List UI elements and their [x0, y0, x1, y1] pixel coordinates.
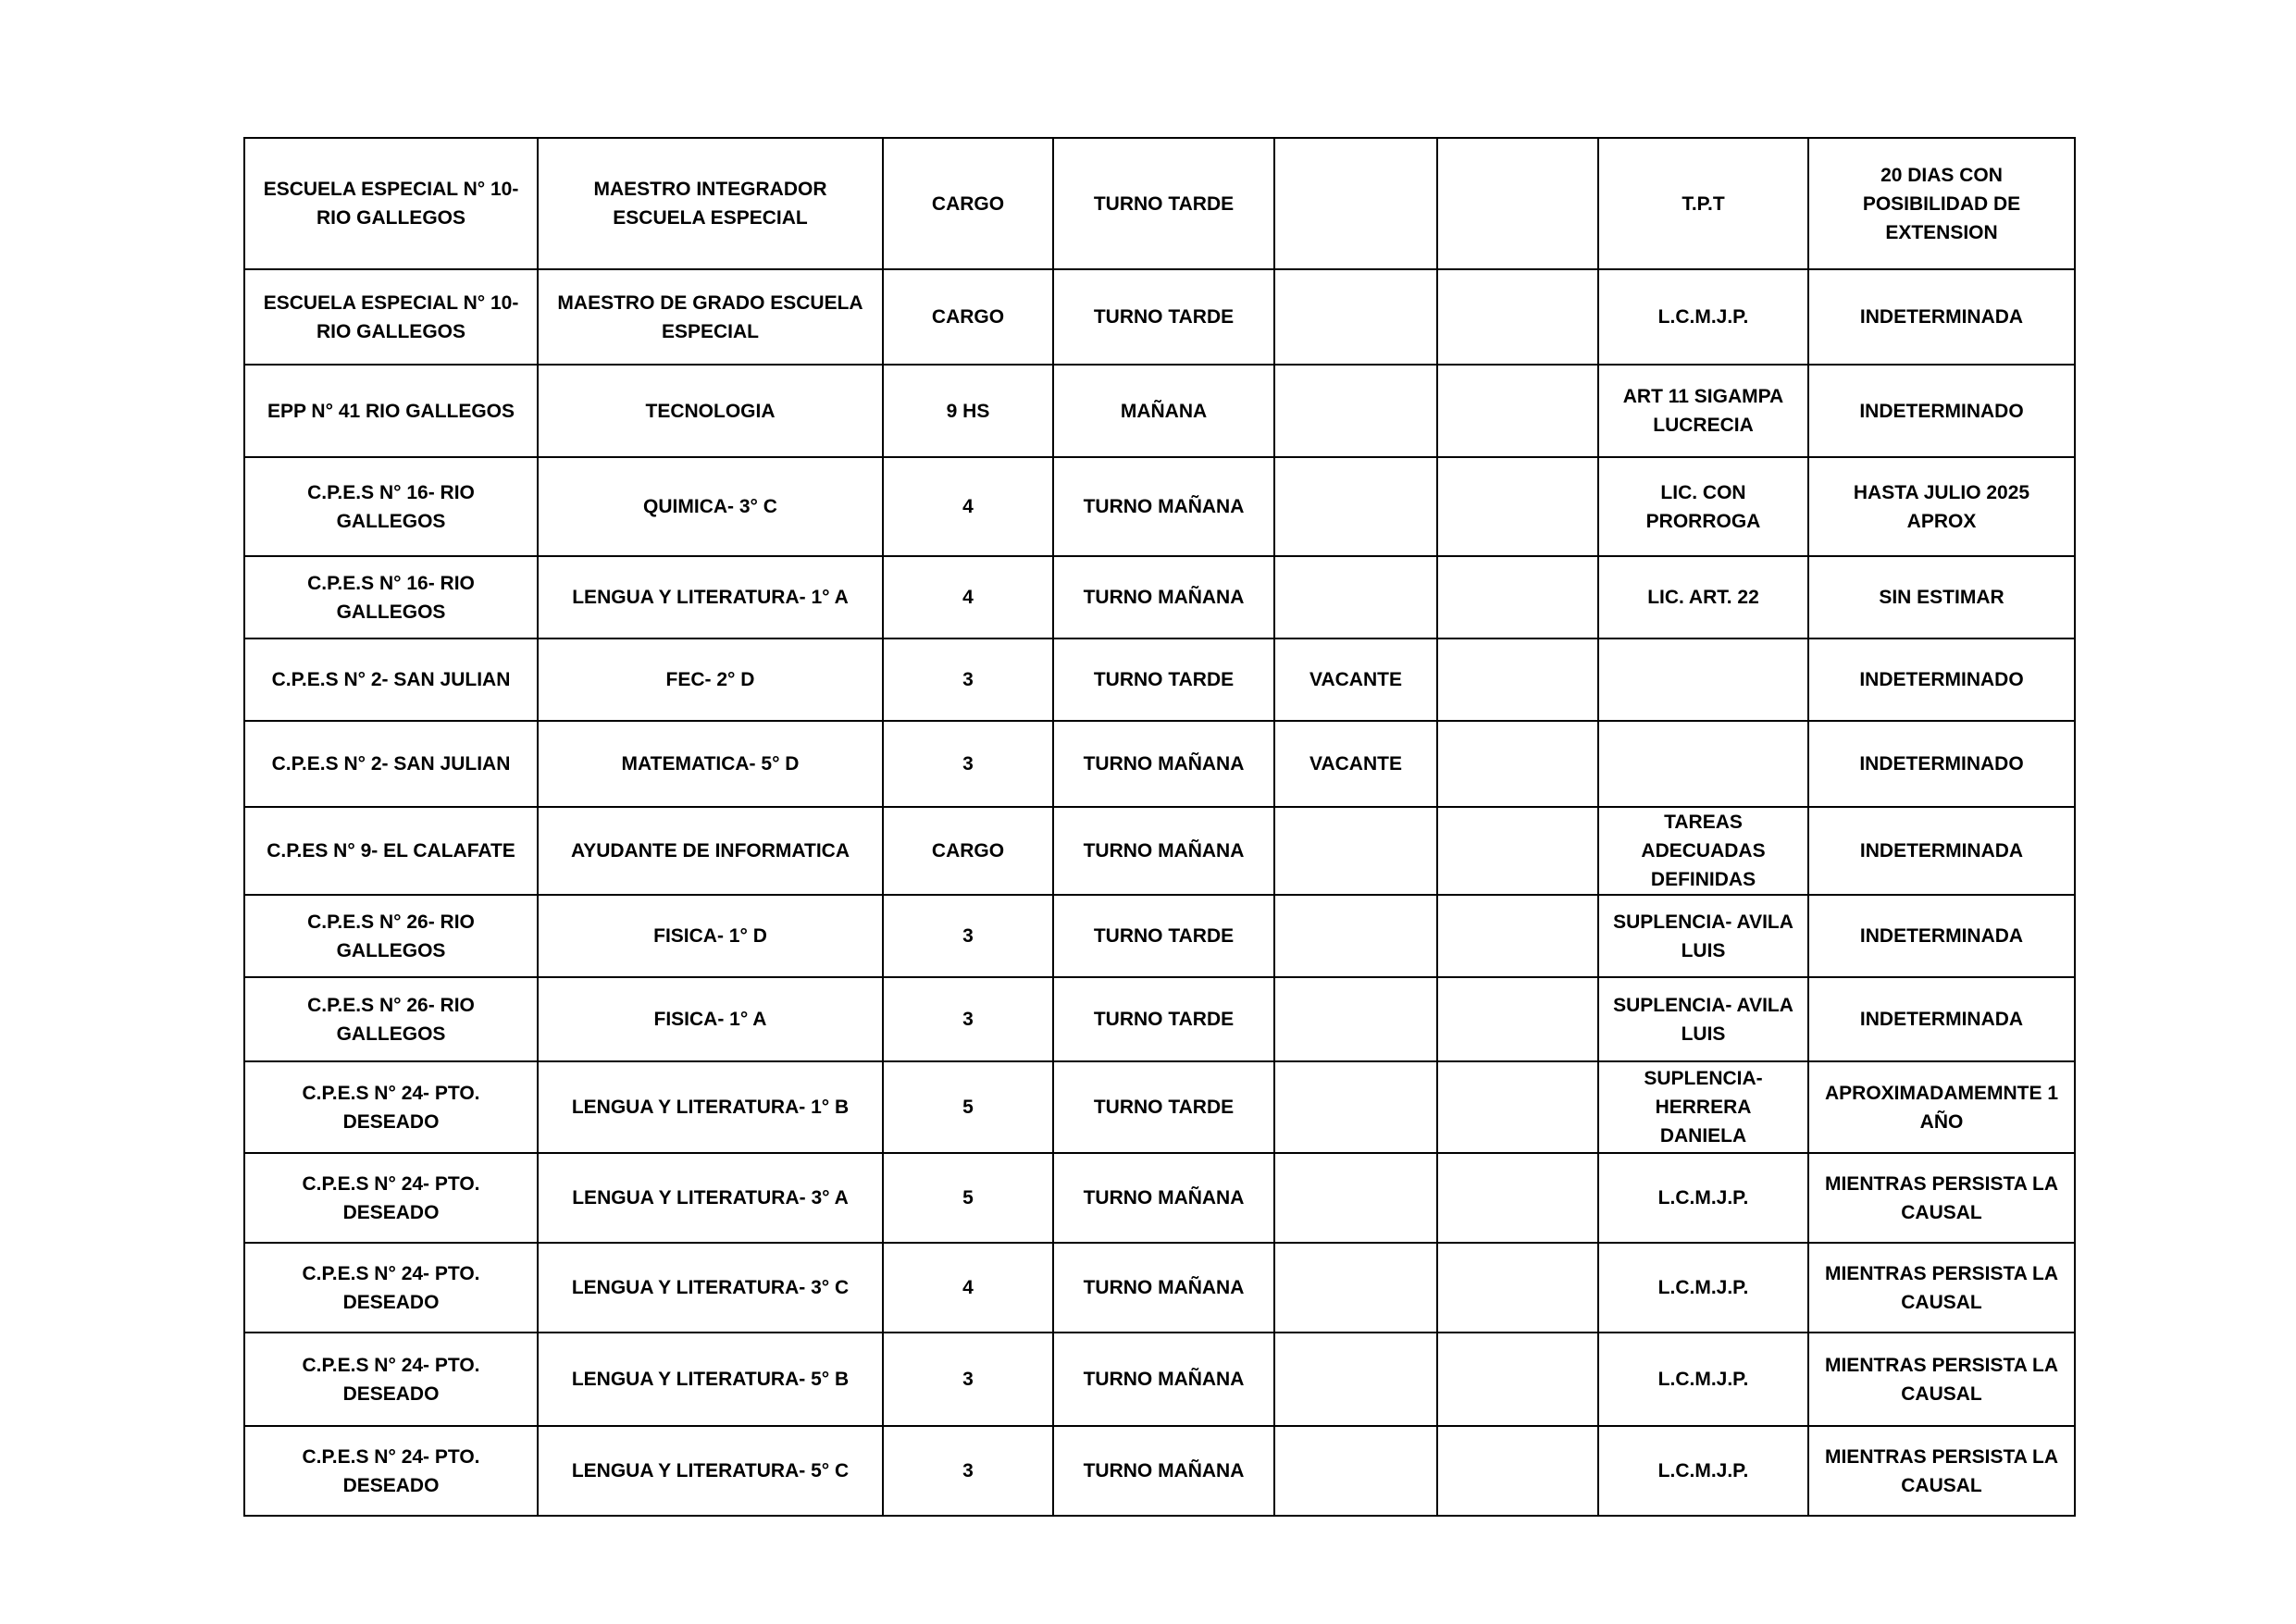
- cell-status: [1274, 1426, 1437, 1516]
- cell-reason: L.C.M.J.P.: [1598, 1153, 1808, 1243]
- cell-status: [1274, 556, 1437, 638]
- cell-extra: [1437, 365, 1598, 457]
- cell-extra: [1437, 721, 1598, 807]
- cell-extra: [1437, 807, 1598, 895]
- cell-reason: LIC. CON PRORROGA: [1598, 457, 1808, 556]
- cell-duration: MIENTRAS PERSISTA LA CAUSAL: [1808, 1153, 2075, 1243]
- cell-status: [1274, 138, 1437, 269]
- cell-school: C.P.E.S N° 24- PTO. DESEADO: [244, 1061, 538, 1153]
- table-row: [244, 556, 2075, 638]
- cell-shift: TURNO TARDE: [1053, 638, 1274, 721]
- vacancies-table: [243, 137, 2076, 1517]
- cell-school: C.P.E.S N° 24- PTO. DESEADO: [244, 1333, 538, 1426]
- table-row: [244, 1061, 2075, 1153]
- cell-school: C.P.E.S N° 2- SAN JULIAN: [244, 638, 538, 721]
- cell-extra: [1437, 895, 1598, 977]
- cell-subject: TECNOLOGIA: [538, 365, 883, 457]
- cell-school: C.P.E.S N° 24- PTO. DESEADO: [244, 1243, 538, 1333]
- table-row: [244, 269, 2075, 365]
- cell-subject: FEC- 2° D: [538, 638, 883, 721]
- cell-status: [1274, 807, 1437, 895]
- cell-duration: MIENTRAS PERSISTA LA CAUSAL: [1808, 1333, 2075, 1426]
- table-row: [244, 1243, 2075, 1333]
- cell-status: [1274, 977, 1437, 1061]
- cell-duration: HASTA JULIO 2025 APROX: [1808, 457, 2075, 556]
- cell-extra: [1437, 1333, 1598, 1426]
- cell-school: C.P.E.S N° 26- RIO GALLEGOS: [244, 895, 538, 977]
- cell-school: C.P.E.S N° 16- RIO GALLEGOS: [244, 457, 538, 556]
- cell-subject: LENGUA Y LITERATURA- 5° C: [538, 1426, 883, 1516]
- cell-subject: LENGUA Y LITERATURA- 3° C: [538, 1243, 883, 1333]
- cell-hours: 4: [883, 556, 1053, 638]
- cell-shift: TURNO TARDE: [1053, 895, 1274, 977]
- cell-status: [1274, 1153, 1437, 1243]
- table-row: [244, 365, 2075, 457]
- cell-reason: SUPLENCIA- AVILA LUIS: [1598, 977, 1808, 1061]
- cell-extra: [1437, 556, 1598, 638]
- cell-reason: SUPLENCIA- HERRERA DANIELA: [1598, 1061, 1808, 1153]
- cell-reason: [1598, 721, 1808, 807]
- cell-extra: [1437, 1061, 1598, 1153]
- cell-shift: TURNO MAÑANA: [1053, 721, 1274, 807]
- cell-duration: APROXIMADAMEMNTE 1 AÑO: [1808, 1061, 2075, 1153]
- cell-hours: 3: [883, 721, 1053, 807]
- cell-hours: 5: [883, 1061, 1053, 1153]
- cell-school: EPP N° 41 RIO GALLEGOS: [244, 365, 538, 457]
- cell-status: [1274, 269, 1437, 365]
- cell-hours: CARGO: [883, 807, 1053, 895]
- cell-duration: INDETERMINADA: [1808, 895, 2075, 977]
- cell-reason: TAREAS ADECUADAS DEFINIDAS: [1598, 807, 1808, 895]
- cell-extra: [1437, 1426, 1598, 1516]
- cell-reason: LIC. ART. 22: [1598, 556, 1808, 638]
- cell-subject: FISICA- 1° A: [538, 977, 883, 1061]
- cell-hours: 9 HS: [883, 365, 1053, 457]
- cell-hours: CARGO: [883, 138, 1053, 269]
- cell-hours: 3: [883, 638, 1053, 721]
- cell-subject: MAESTRO DE GRADO ESCUELA ESPECIAL: [538, 269, 883, 365]
- cell-shift: TURNO MAÑANA: [1053, 1333, 1274, 1426]
- cell-status: VACANTE: [1274, 638, 1437, 721]
- table-row: [244, 1426, 2075, 1516]
- cell-extra: [1437, 1153, 1598, 1243]
- cell-school: ESCUELA ESPECIAL N° 10- RIO GALLEGOS: [244, 269, 538, 365]
- cell-extra: [1437, 638, 1598, 721]
- cell-school: ESCUELA ESPECIAL N° 10- RIO GALLEGOS: [244, 138, 538, 269]
- cell-shift: TURNO MAÑANA: [1053, 807, 1274, 895]
- cell-shift: TURNO TARDE: [1053, 269, 1274, 365]
- cell-duration: INDETERMINADA: [1808, 269, 2075, 365]
- cell-duration: INDETERMINADO: [1808, 638, 2075, 721]
- cell-reason: L.C.M.J.P.: [1598, 1333, 1808, 1426]
- cell-reason: SUPLENCIA- AVILA LUIS: [1598, 895, 1808, 977]
- cell-subject: LENGUA Y LITERATURA- 1° B: [538, 1061, 883, 1153]
- cell-shift: TURNO MAÑANA: [1053, 556, 1274, 638]
- cell-duration: MIENTRAS PERSISTA LA CAUSAL: [1808, 1426, 2075, 1516]
- cell-duration: INDETERMINADO: [1808, 721, 2075, 807]
- cell-shift: MAÑANA: [1053, 365, 1274, 457]
- cell-status: [1274, 1243, 1437, 1333]
- cell-subject: LENGUA Y LITERATURA- 3° A: [538, 1153, 883, 1243]
- table-row: [244, 1333, 2075, 1426]
- cell-reason: L.C.M.J.P.: [1598, 1243, 1808, 1333]
- cell-reason: L.C.M.J.P.: [1598, 1426, 1808, 1516]
- table-row: [244, 721, 2075, 807]
- table-body: [244, 138, 2075, 1516]
- cell-status: VACANTE: [1274, 721, 1437, 807]
- cell-shift: TURNO MAÑANA: [1053, 1243, 1274, 1333]
- cell-hours: 4: [883, 1243, 1053, 1333]
- cell-school: C.P.E.S N° 16- RIO GALLEGOS: [244, 556, 538, 638]
- cell-subject: AYUDANTE DE INFORMATICA: [538, 807, 883, 895]
- cell-duration: 20 DIAS CON POSIBILIDAD DE EXTENSION: [1808, 138, 2075, 269]
- cell-extra: [1437, 977, 1598, 1061]
- cell-subject: FISICA- 1° D: [538, 895, 883, 977]
- cell-extra: [1437, 1243, 1598, 1333]
- cell-shift: TURNO TARDE: [1053, 1061, 1274, 1153]
- cell-subject: QUIMICA- 3° C: [538, 457, 883, 556]
- cell-hours: 3: [883, 1333, 1053, 1426]
- cell-extra: [1437, 457, 1598, 556]
- cell-shift: TURNO TARDE: [1053, 977, 1274, 1061]
- cell-duration: INDETERMINADO: [1808, 365, 2075, 457]
- cell-status: [1274, 1061, 1437, 1153]
- cell-reason: ART 11 SIGAMPA LUCRECIA: [1598, 365, 1808, 457]
- cell-hours: 3: [883, 977, 1053, 1061]
- cell-subject: LENGUA Y LITERATURA- 1° A: [538, 556, 883, 638]
- cell-extra: [1437, 138, 1598, 269]
- cell-shift: TURNO MAÑANA: [1053, 457, 1274, 556]
- table-row: [244, 807, 2075, 895]
- table-row: [244, 977, 2075, 1061]
- cell-hours: 4: [883, 457, 1053, 556]
- table-row: [244, 457, 2075, 556]
- cell-school: C.P.E.S N° 24- PTO. DESEADO: [244, 1153, 538, 1243]
- cell-hours: 5: [883, 1153, 1053, 1243]
- cell-reason: L.C.M.J.P.: [1598, 269, 1808, 365]
- cell-status: [1274, 365, 1437, 457]
- cell-duration: INDETERMINADA: [1808, 807, 2075, 895]
- cell-school: C.P.ES N° 9- EL CALAFATE: [244, 807, 538, 895]
- cell-school: C.P.E.S N° 26- RIO GALLEGOS: [244, 977, 538, 1061]
- cell-shift: TURNO TARDE: [1053, 138, 1274, 269]
- cell-school: C.P.E.S N° 2- SAN JULIAN: [244, 721, 538, 807]
- cell-extra: [1437, 269, 1598, 365]
- cell-school: C.P.E.S N° 24- PTO. DESEADO: [244, 1426, 538, 1516]
- cell-hours: 3: [883, 1426, 1053, 1516]
- cell-subject: LENGUA Y LITERATURA- 5° B: [538, 1333, 883, 1426]
- cell-subject: MATEMATICA- 5° D: [538, 721, 883, 807]
- table-row: [244, 138, 2075, 269]
- cell-status: [1274, 1333, 1437, 1426]
- table-row: [244, 895, 2075, 977]
- cell-shift: TURNO MAÑANA: [1053, 1426, 1274, 1516]
- cell-hours: 3: [883, 895, 1053, 977]
- cell-shift: TURNO MAÑANA: [1053, 1153, 1274, 1243]
- cell-subject: MAESTRO INTEGRADOR ESCUELA ESPECIAL: [538, 138, 883, 269]
- cell-duration: SIN ESTIMAR: [1808, 556, 2075, 638]
- cell-status: [1274, 457, 1437, 556]
- cell-duration: INDETERMINADA: [1808, 977, 2075, 1061]
- cell-hours: CARGO: [883, 269, 1053, 365]
- cell-status: [1274, 895, 1437, 977]
- table-row: [244, 638, 2075, 721]
- cell-reason: [1598, 638, 1808, 721]
- table-row: [244, 1153, 2075, 1243]
- cell-duration: MIENTRAS PERSISTA LA CAUSAL: [1808, 1243, 2075, 1333]
- cell-reason: T.P.T: [1598, 138, 1808, 269]
